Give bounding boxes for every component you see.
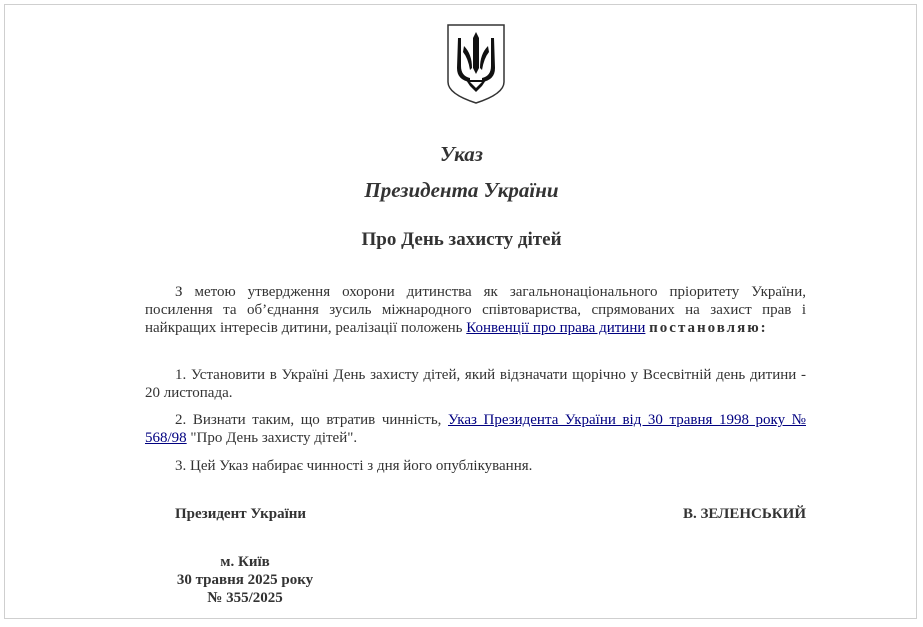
issue-number: № 355/2025 bbox=[207, 590, 283, 606]
trident-coat-of-arms-icon bbox=[446, 24, 506, 104]
decree-word: постановляю: bbox=[649, 320, 768, 336]
article-3-paragraph: 3. Цей Указ набирає чинності з дня його опублікування. bbox=[175, 458, 533, 474]
signature-position: Президент України bbox=[175, 506, 307, 522]
document-title-line2: Президента України bbox=[364, 178, 559, 202]
document-subtitle: Про День захисту дітей bbox=[361, 229, 562, 250]
article-1-paragraph: 1. Установити в Україні День захисту дітей, який відзначати щорічно у Всесвітній день дитини - 20 листопада. bbox=[145, 367, 806, 401]
article-2-text: 2. Визнати таким, що втратив чинність, bbox=[175, 412, 448, 428]
preamble-paragraph bbox=[145, 283, 806, 337]
preamble-text: З метою утвердження охорони дитинства як загальнонаціонального пріоритету України, посилення та об’єднання зусиль міжнародного співтовариства, спрямованих на захист прав і найкращих інтересів дитини, реалізації положень bbox=[145, 284, 806, 336]
article-2-paragraph bbox=[145, 411, 806, 447]
convention-link[interactable]: Конвенції про права дитини bbox=[466, 320, 646, 336]
issue-place: м. Київ bbox=[220, 554, 270, 570]
document-title-line1: Указ bbox=[440, 142, 483, 166]
signature-name: В. ЗЕЛЕНСЬКИЙ bbox=[682, 506, 806, 522]
article-2-suffix: "Про День захисту дітей". bbox=[186, 430, 358, 446]
issue-date: 30 травня 2025 року bbox=[176, 572, 314, 588]
previous-decree-link[interactable]: Указ Президента України від 30 травня 1998 року № 568/98 bbox=[145, 412, 806, 446]
